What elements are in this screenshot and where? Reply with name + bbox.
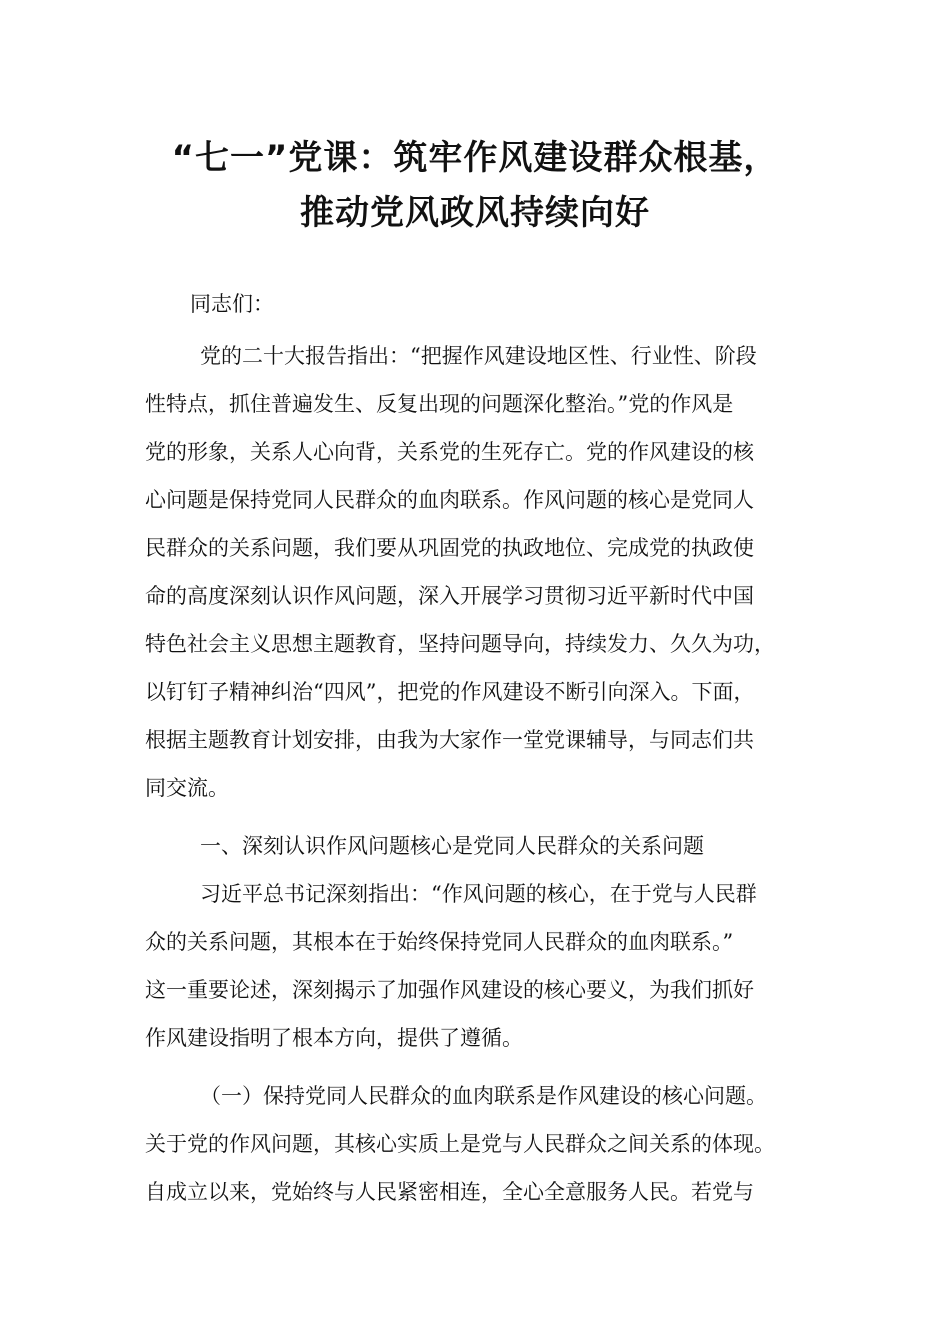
paragraph-line: 根据主题教育计划安排，由我为大家作一堂党课辅导，与同志们共 [145,728,754,752]
paragraph-line: 众的关系问题，其根本在于始终保持党同人民群众的血肉联系。” [145,930,734,954]
paragraph-line: 习近平总书记深刻指出：“作风问题的核心，在于党与人民群 [200,882,757,906]
salutation: 同志们： [190,292,274,316]
paragraph-line: 同交流。 [145,776,229,800]
paragraph-line: 心问题是保持党同人民群众的血肉联系。作风问题的核心是党同人 [145,488,754,512]
subsection-heading: （一）保持党同人民群众的血肉联系是作风建设的核心问题。 [200,1084,767,1108]
paragraph-line: 特色社会主义思想主题教育，坚持问题导向，持续发力、久久为功， [145,632,775,656]
paragraph-line: 自成立以来，党始终与人民紧密相连，全心全意服务人民。若党与 [145,1180,754,1204]
paragraph-line: 性特点，抓住普遍发生、反复出现的问题深化整治。”党的作风是 [145,392,734,416]
title-line-1: “七一”党课：筑牢作风建设群众根基， [171,138,779,178]
paragraph-line: 命的高度深刻认识作风问题，深入开展学习贯彻习近平新时代中国 [145,584,754,608]
paragraph-line: 作风建设指明了根本方向，提供了遵循。 [145,1026,523,1050]
paragraph-line: 党的二十大报告指出：“把握作风建设地区性、行业性、阶段 [200,344,757,368]
paragraph-line: 以钉钉子精神纠治“四风”，把党的作风建设不断引向深入。下面， [145,680,755,704]
paragraph-line: 党的形象，关系人心向背，关系党的生死存亡。党的作风建设的核 [145,440,754,464]
section-heading: 一、深刻认识作风问题核心是党同人民群众的关系问题 [200,834,704,858]
paragraph-line: 这一重要论述，深刻揭示了加强作风建设的核心要义，为我们抓好 [145,978,754,1002]
paragraph-line: 关于党的作风问题，其核心实质上是党与人民群众之间关系的体现。 [145,1132,775,1156]
paragraph-line: 民群众的关系问题，我们要从巩固党的执政地位、完成党的执政使 [145,536,754,560]
title-line-2: 推动党风政风持续向好 [300,193,650,233]
